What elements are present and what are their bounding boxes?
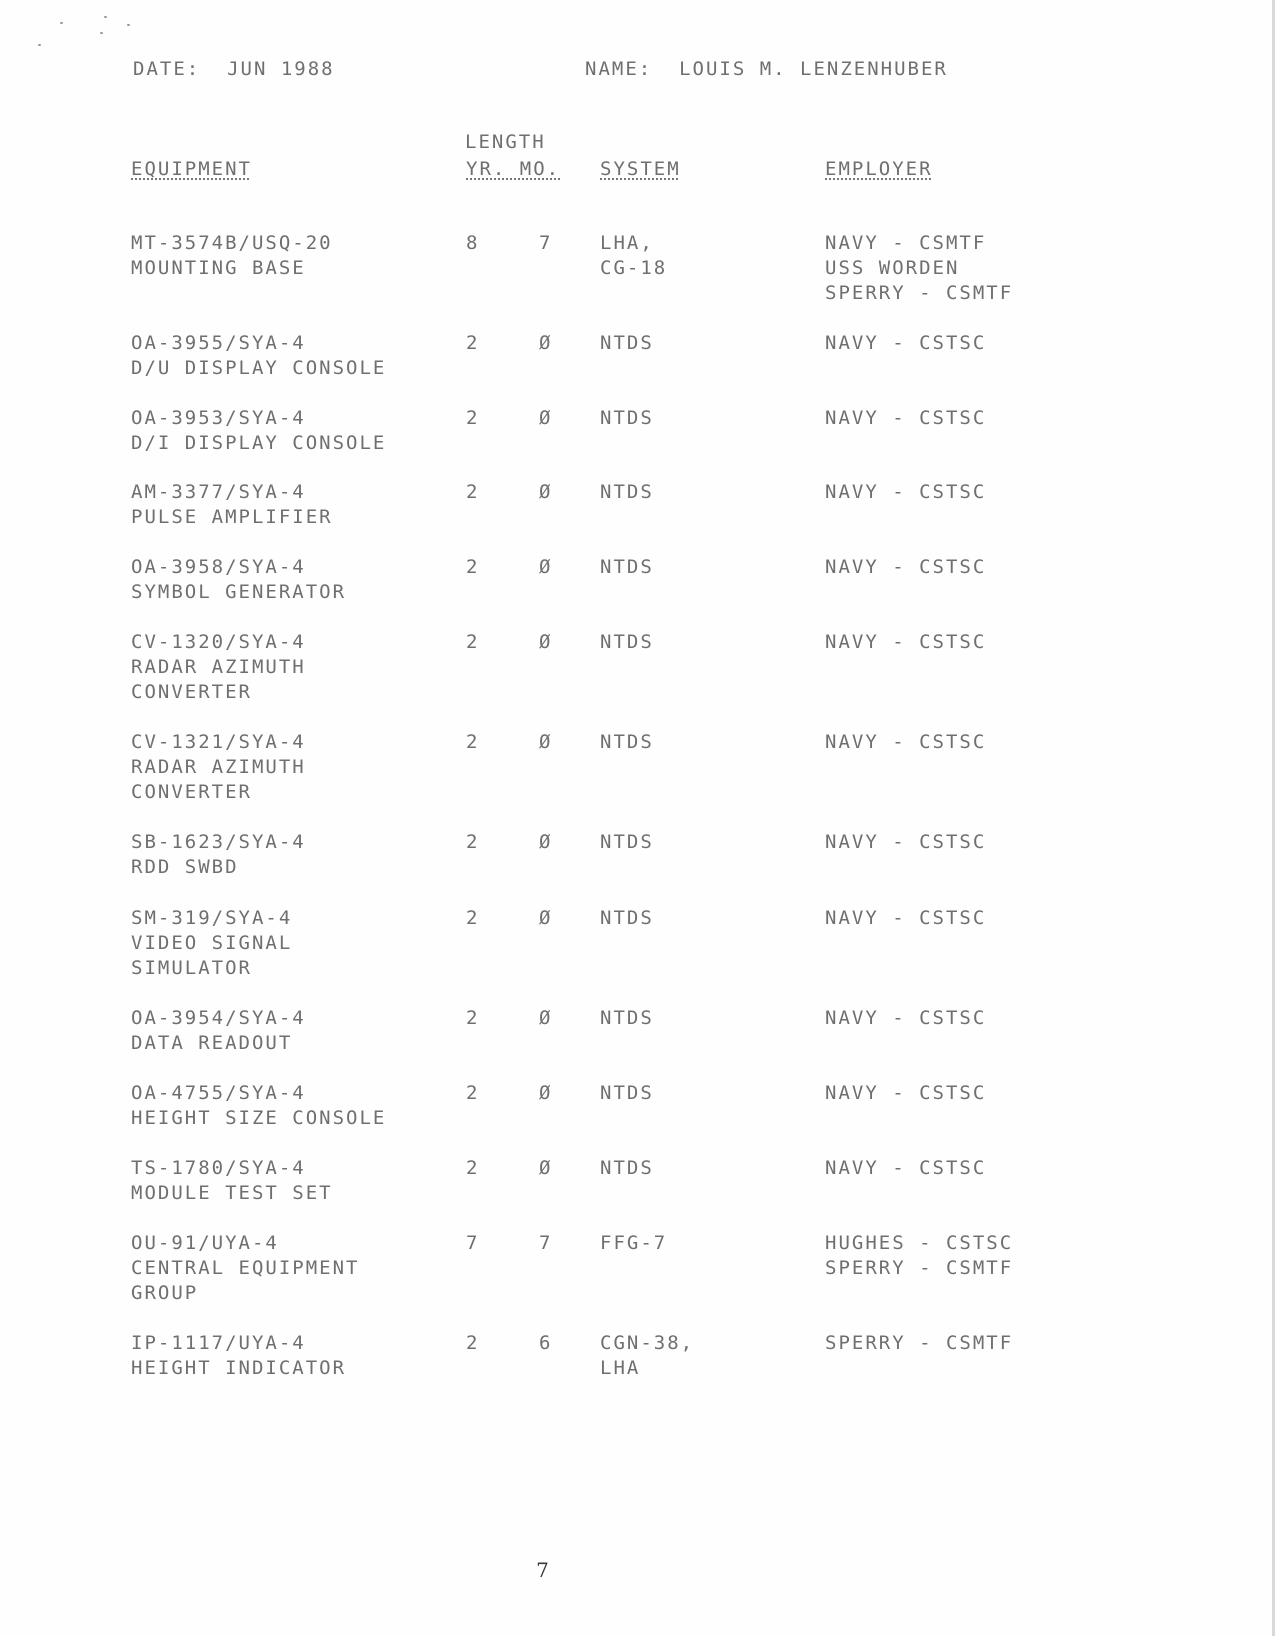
equipment-cell-line: OA-3953/SYA-4 <box>131 407 306 429</box>
equipment-cell-line: OA-3958/SYA-4 <box>131 556 306 578</box>
employer-cell-line: SPERRY - CSMTF <box>825 1332 1014 1354</box>
page-number: 7 <box>536 1558 549 1582</box>
length-years-cell: 2 <box>466 1157 480 1179</box>
length-months-cell: Ø <box>539 1007 553 1029</box>
equipment-cell-line: CENTRAL EQUIPMENT <box>131 1257 360 1279</box>
equipment-cell-line: SB-1623/SYA-4 <box>131 831 306 853</box>
equipment-cell-line: GROUP <box>131 1282 199 1304</box>
equipment-cell <box>131 331 386 381</box>
employer-cell-line: NAVY - CSMTF <box>825 232 987 254</box>
header-date: DATE: JUN 1988 <box>133 58 335 80</box>
employer-cell-line: NAVY - CSTSC <box>825 731 987 753</box>
employer-cell <box>825 331 986 356</box>
employer-cell-line: SPERRY - CSMTF <box>825 1257 1014 1279</box>
length-years-cell: 2 <box>466 481 480 503</box>
employer-cell <box>825 830 986 855</box>
employer-cell-line: NAVY - CSTSC <box>825 631 987 653</box>
employer-cell <box>825 730 986 755</box>
equipment-cell <box>131 906 292 981</box>
equipment-cell <box>131 1231 359 1306</box>
system-cell <box>600 1231 667 1256</box>
length-years-cell: 2 <box>466 907 480 929</box>
system-cell <box>600 906 654 931</box>
scan-speck <box>127 24 130 26</box>
employer-cell <box>825 1081 986 1106</box>
equipment-cell-line: AM-3377/SYA-4 <box>131 481 306 503</box>
employer-cell <box>825 630 986 655</box>
length-years-cell: 2 <box>466 556 480 578</box>
system-cell <box>600 331 654 356</box>
employer-cell <box>825 1006 986 1031</box>
scan-speck <box>100 32 103 34</box>
employer-cell <box>825 906 986 931</box>
equipment-cell-line: D/U DISPLAY CONSOLE <box>131 357 387 379</box>
system-cell-line: NTDS <box>600 481 654 503</box>
length-years-cell: 8 <box>466 232 480 254</box>
equipment-cell-line: SYMBOL GENERATOR <box>131 581 347 603</box>
equipment-cell-line: CV-1320/SYA-4 <box>131 631 306 653</box>
system-cell <box>600 730 654 755</box>
system-cell-line: NTDS <box>600 407 654 429</box>
equipment-cell-line: OA-3954/SYA-4 <box>131 1007 306 1029</box>
length-years-cell: 2 <box>466 631 480 653</box>
equipment-cell-line: OA-3955/SYA-4 <box>131 332 306 354</box>
equipment-cell-line: IP-1117/UYA-4 <box>131 1332 306 1354</box>
system-cell-line: NTDS <box>600 1007 654 1029</box>
length-years-cell: 2 <box>466 1082 480 1104</box>
system-cell <box>600 1006 654 1031</box>
length-months-cell: Ø <box>539 556 553 578</box>
system-cell-line: CGN-38, <box>600 1332 695 1354</box>
equipment-cell-line: RADAR AZIMUTH <box>131 656 306 678</box>
employer-cell <box>825 1331 1013 1356</box>
system-cell-line: CG-18 <box>600 257 668 279</box>
equipment-cell-line: MOUNTING BASE <box>131 257 306 279</box>
equipment-cell-line: MODULE TEST SET <box>131 1182 333 1204</box>
equipment-cell-line: SM-319/SYA-4 <box>131 907 293 929</box>
equipment-cell-line: RADAR AZIMUTH <box>131 756 306 778</box>
employer-cell-line: NAVY - CSTSC <box>825 481 987 503</box>
system-cell <box>600 830 654 855</box>
column-header-system: SYSTEM <box>600 158 681 180</box>
employer-cell <box>825 406 986 431</box>
equipment-cell <box>131 630 306 705</box>
system-cell-line: NTDS <box>600 907 654 929</box>
length-years-cell: 2 <box>466 407 480 429</box>
scan-speck <box>60 22 63 24</box>
employer-cell-line: NAVY - CSTSC <box>825 332 987 354</box>
equipment-cell-line: DATA READOUT <box>131 1032 293 1054</box>
scan-speck <box>38 44 41 46</box>
employer-cell-line: NAVY - CSTSC <box>825 407 987 429</box>
length-years-cell: 7 <box>466 1232 480 1254</box>
length-months-cell: Ø <box>539 1157 553 1179</box>
system-cell <box>600 630 654 655</box>
equipment-cell-line: TS-1780/SYA-4 <box>131 1157 306 1179</box>
employer-cell <box>825 555 986 580</box>
system-cell-line: NTDS <box>600 731 654 753</box>
equipment-cell <box>131 406 386 456</box>
length-months-cell: Ø <box>539 907 553 929</box>
length-months-cell: Ø <box>539 407 553 429</box>
system-cell <box>600 555 654 580</box>
equipment-cell <box>131 830 306 880</box>
equipment-cell-line: CV-1321/SYA-4 <box>131 731 306 753</box>
length-months-cell: Ø <box>539 831 553 853</box>
system-cell <box>600 1156 654 1181</box>
length-months-cell: Ø <box>539 631 553 653</box>
system-cell <box>600 1081 654 1106</box>
employer-cell-line: NAVY - CSTSC <box>825 556 987 578</box>
employer-cell <box>825 480 986 505</box>
system-cell-line: FFG-7 <box>600 1232 668 1254</box>
length-months-cell: 6 <box>539 1332 553 1354</box>
employer-cell <box>825 231 1013 306</box>
system-cell-line: NTDS <box>600 556 654 578</box>
equipment-cell-line: PULSE AMPLIFIER <box>131 506 333 528</box>
employer-cell-line: NAVY - CSTSC <box>825 1007 987 1029</box>
equipment-cell-line: OU-91/UYA-4 <box>131 1232 279 1254</box>
system-cell <box>600 480 654 505</box>
equipment-cell <box>131 1156 333 1206</box>
employer-cell-line: NAVY - CSTSC <box>825 1082 987 1104</box>
equipment-cell <box>131 1006 306 1056</box>
column-header-equipment: EQUIPMENT <box>131 158 252 180</box>
system-cell <box>600 1331 694 1381</box>
employer-cell-line: SPERRY - CSMTF <box>825 282 1014 304</box>
length-years-cell: 2 <box>466 831 480 853</box>
employer-cell-line: NAVY - CSTSC <box>825 907 987 929</box>
employer-cell-line: NAVY - CSTSC <box>825 831 987 853</box>
header-name: NAME: LOUIS M. LENZENHUBER <box>585 58 948 80</box>
equipment-cell-line: SIMULATOR <box>131 957 252 979</box>
equipment-cell-line: HEIGHT SIZE CONSOLE <box>131 1107 387 1129</box>
length-years-cell: 2 <box>466 1007 480 1029</box>
column-header-length: LENGTH <box>465 131 546 153</box>
scan-speck <box>104 16 107 18</box>
column-header-employer: EMPLOYER <box>825 158 933 180</box>
system-cell-line: NTDS <box>600 332 654 354</box>
employer-cell-line: USS WORDEN <box>825 257 960 279</box>
equipment-cell <box>131 555 346 605</box>
equipment-cell-line: D/I DISPLAY CONSOLE <box>131 432 387 454</box>
length-months-cell: Ø <box>539 332 553 354</box>
equipment-cell-line: RDD SWBD <box>131 856 239 878</box>
length-months-cell: 7 <box>539 232 553 254</box>
equipment-cell-line: CONVERTER <box>131 681 252 703</box>
system-cell-line: LHA <box>600 1357 641 1379</box>
equipment-cell <box>131 730 306 805</box>
system-cell-line: NTDS <box>600 1157 654 1179</box>
employer-cell-line: HUGHES - CSTSC <box>825 1232 1014 1254</box>
length-months-cell: Ø <box>539 481 553 503</box>
length-years-cell: 2 <box>466 332 480 354</box>
length-months-cell: Ø <box>539 731 553 753</box>
column-header-yr-mo: YR. MO. <box>466 158 561 180</box>
employer-cell-line: NAVY - CSTSC <box>825 1157 987 1179</box>
system-cell-line: NTDS <box>600 1082 654 1104</box>
system-cell-line: NTDS <box>600 831 654 853</box>
system-cell-line: LHA, <box>600 232 654 254</box>
length-months-cell: Ø <box>539 1082 553 1104</box>
equipment-cell <box>131 1331 346 1381</box>
equipment-cell-line: OA-4755/SYA-4 <box>131 1082 306 1104</box>
equipment-cell-line: CONVERTER <box>131 781 252 803</box>
equipment-cell <box>131 480 333 530</box>
system-cell <box>600 406 654 431</box>
equipment-cell-line: HEIGHT INDICATOR <box>131 1357 347 1379</box>
equipment-cell <box>131 231 333 281</box>
employer-cell <box>825 1231 1013 1281</box>
system-cell <box>600 231 667 281</box>
equipment-cell-line: MT-3574B/USQ-20 <box>131 232 333 254</box>
length-years-cell: 2 <box>466 1332 480 1354</box>
equipment-cell <box>131 1081 386 1131</box>
system-cell-line: NTDS <box>600 631 654 653</box>
length-months-cell: 7 <box>539 1232 553 1254</box>
equipment-cell-line: VIDEO SIGNAL <box>131 932 293 954</box>
employer-cell <box>825 1156 986 1181</box>
length-years-cell: 2 <box>466 731 480 753</box>
